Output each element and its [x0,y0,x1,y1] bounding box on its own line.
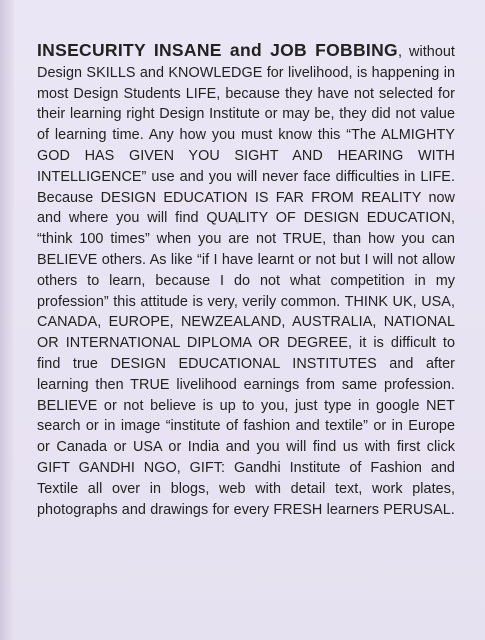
article-heading: INSECURITY INSANE and JOB FOBBING [37,40,398,60]
article-text [37,40,455,520]
article-paragraph [37,40,455,520]
page-edge-shadow [0,0,14,640]
article-body: , without Design SKILLS and KNOWLEDGE for livelihood, is happening in most Design Students LIFE, because they have not selected for their learning right Design Institute or may be, they did not value of learning time. Any how you must know this “The ALMIGHTY GOD HAS GIVEN YOU SIGHT AND HEARING WITH INTELLIGENCE” use and you will never face difficulties in LIFE. Because DESIGN EDUCATION IS FAR FROM REALITY now and where you will find QUALITY OF DESIGN EDUCATION, “think 100 times” when you are not TRUE, than how you can BELIEVE others. As like “if I have learnt or not but I will not allow others to learn, because I do not what competition in my profession” this attitude is very, verily common. THINK UK, USA, CANADA, EUROPE, NEWZEALAND, AUSTRALIA, NATIONAL OR INTERNATIONAL DIPLOMA OR DEGREE, it is difficult to find true DESIGN EDUCATIONAL INSTITUTES and after learning then TRUE livelihood earnings from same profession. BELIEVE or not believe is up to you, just type in google NET search or in image “institute of fashion and textile” or in Europe or Canada or USA or India and you will find us with first click GIFT GANDHI NGO, GIFT: Gandhi Institute of Fashion and Textile all over in blogs, web with detail text, work plates, photographs and drawings for every FRESH learners PERUSAL. [37,44,455,518]
